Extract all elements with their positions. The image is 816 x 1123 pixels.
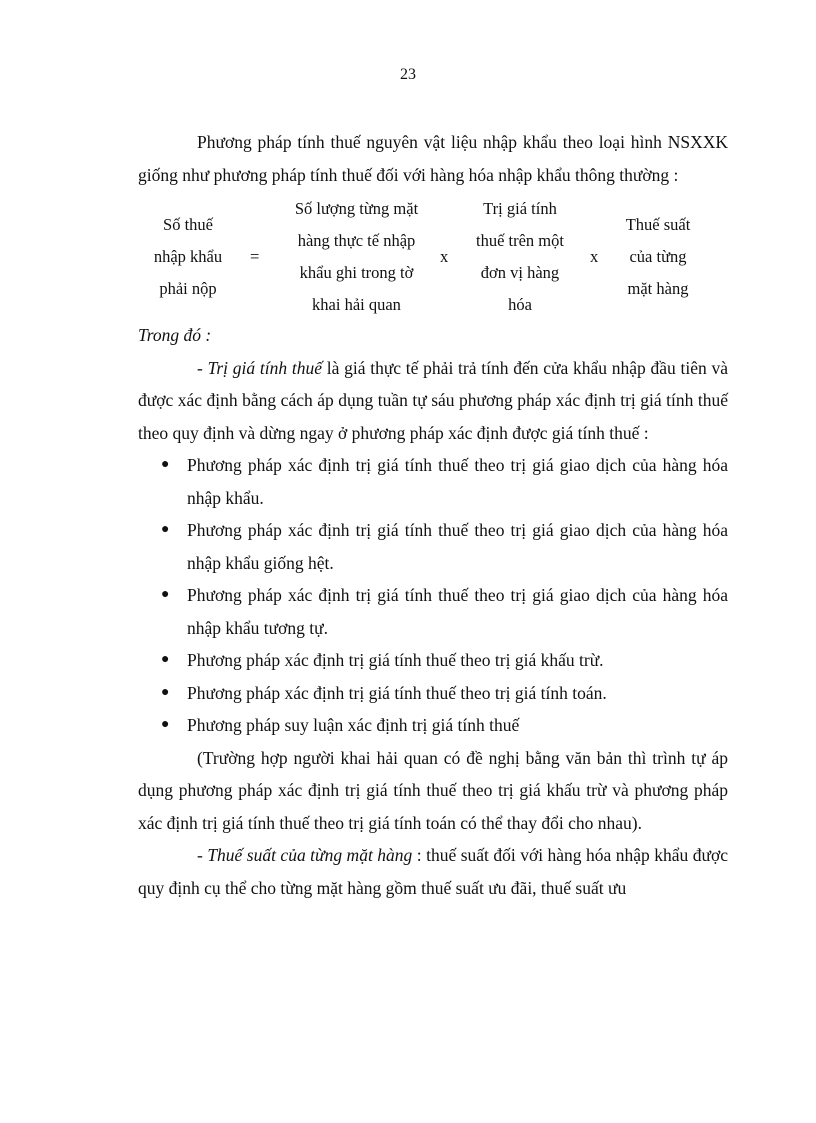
list-item-text: Phương pháp xác định trị giá tính thuế theo trị giá giao dịch của hàng hóa nhập khẩu.	[187, 455, 728, 508]
bullet-icon: ●	[161, 587, 170, 602]
bullet-icon: ●	[161, 652, 170, 667]
bullet-icon: ●	[161, 457, 170, 472]
list-item	[138, 644, 728, 677]
list-item	[138, 449, 728, 514]
list-item-text: Phương pháp xác định trị giá tính thuế theo trị giá giao dịch của hàng hóa nhập khẩu tương tự.	[187, 585, 728, 638]
formula-quantity-line: hàng thực tế nhập	[297, 231, 416, 250]
page-number: 23	[400, 66, 416, 83]
formula-quantity-line: khai hải quan	[312, 295, 401, 314]
formula-times: x	[440, 247, 449, 266]
rate-definition	[138, 839, 728, 904]
rate-term: Thuế suất của từng mặt hàng	[207, 845, 413, 865]
value-term: Trị giá tính thuế	[207, 357, 322, 378]
document-body	[138, 126, 728, 904]
bullet-icon: ●	[161, 717, 170, 732]
formula-result-line: nhập khẩu	[153, 247, 223, 266]
formula-value-line: hóa	[508, 295, 532, 314]
bullet-icon: ●	[161, 684, 170, 700]
formula-rate-line: mặt hàng	[627, 279, 689, 298]
formula-value-line: đơn vị hàng	[480, 263, 560, 282]
formula-quantity-line: khẩu ghi trong tờ	[299, 263, 414, 282]
value-definition-text: là giá thực tế phải trả tính đến cửa khẩu nhập đầu tiên và được xác định bằng cách áp dụng tuần tự sáu phương pháp xác định trị giá tính thuế theo quy định và dừng ngay ở phương pháp xác định được giá tính thuế :	[138, 357, 729, 443]
formula-result-line: phải nộp	[159, 279, 217, 298]
trong-do-label: Trong đó :	[138, 325, 212, 345]
list-item-text: Phương pháp suy luận xác định trị giá tính thuế	[187, 715, 520, 735]
list-item	[138, 579, 728, 644]
list-item-text: Phương pháp xác định trị giá tính thuế theo trị giá tính toán.	[187, 682, 607, 703]
formula-value-line: thuế trên một	[476, 231, 564, 250]
list-item-text: Phương pháp xác định trị giá tính thuế theo trị giá giao dịch của hàng hóa nhập khẩu giống hệt.	[187, 520, 728, 573]
formula-rate	[608, 209, 708, 305]
value-definition	[138, 352, 728, 450]
dash: -	[197, 845, 208, 865]
list-item	[138, 514, 728, 579]
formula-result	[138, 209, 238, 305]
formula-times: x	[590, 247, 599, 266]
method-list	[138, 449, 728, 742]
formula-rate-line: Thuế suất	[625, 215, 691, 234]
list-item	[138, 709, 728, 742]
rate-definition-text: : thuế suất đối với hàng hóa nhập khẩu được quy định cụ thể cho từng mặt hàng gồm thuế suất ưu đãi, thuế suất ưu	[138, 845, 728, 898]
formula-value-line: Trị giá tính	[483, 199, 557, 218]
dash: -	[197, 357, 208, 378]
formula-equals: =	[250, 247, 260, 266]
note-paragraph: (Trường hợp người khai hải quan có đề nghị bằng văn bản thì trình tự áp dụng phương pháp xác định trị giá tính thuế theo trị giá khấu trừ và phương pháp xác định trị giá tính thuế theo trị giá tính toán có thể thay đổi cho nhau).	[138, 747, 728, 833]
formula-quantity-line: Số lượng từng mặt	[294, 199, 419, 218]
tax-formula	[138, 191, 728, 319]
formula-rate-line: của từng	[629, 247, 687, 266]
list-item-text: Phương pháp xác định trị giá tính thuế theo trị giá khấu trừ.	[187, 650, 604, 670]
intro-paragraph: Phương pháp tính thuế nguyên vật liệu nhập khẩu theo loại hình NSXXK giống như phương pháp tính thuế đối với hàng hóa nhập khẩu thông thường :	[138, 132, 728, 185]
formula-result-line: Số thuế	[163, 215, 213, 234]
bullet-icon: ●	[161, 522, 170, 537]
formula-quantity	[274, 193, 439, 321]
list-item	[138, 677, 728, 710]
formula-unit-value	[460, 193, 580, 321]
